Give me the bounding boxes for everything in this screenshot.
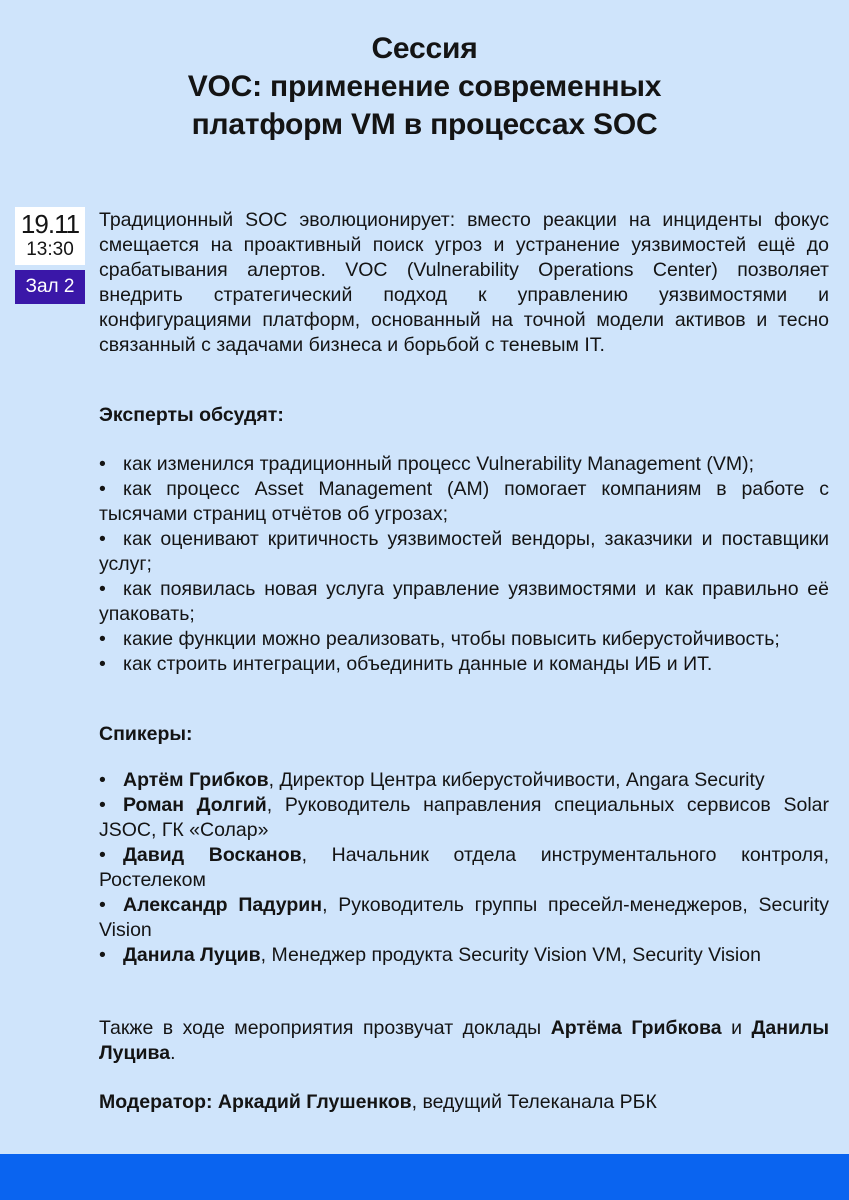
speaker-item xyxy=(99,893,829,943)
speaker-role: , Менеджер продукта Security Vision VM, Security Vision xyxy=(260,944,761,966)
bullet-icon: • xyxy=(99,628,106,650)
date-box xyxy=(15,207,85,265)
bullet-icon: • xyxy=(99,944,106,966)
session-title xyxy=(0,30,849,144)
session-date: 19.11 xyxy=(20,209,80,239)
speaker-item xyxy=(99,943,829,968)
hall-badge: Зал 2 xyxy=(15,270,85,304)
speaker-name: Артём Грибков xyxy=(123,769,269,791)
bullet-icon: • xyxy=(99,894,106,916)
session-time: 13:30 xyxy=(26,239,74,260)
also-name-2: Данилы Луцива xyxy=(99,1017,829,1064)
list-item: • как процесс Asset Management (AM) помогает компаниям в работе с тысячами страниц отчётов об угрозах; xyxy=(99,478,829,525)
list-item: • как изменился традиционный процесс Vulnerability Management (VM); xyxy=(99,453,755,475)
also-name-1: Артёма Грибкова xyxy=(550,1017,722,1039)
bottom-bar xyxy=(0,1154,849,1200)
bullet-icon: • xyxy=(99,794,106,816)
speaker-item xyxy=(99,793,829,843)
bullet-icon: • xyxy=(99,769,106,791)
speaker-item xyxy=(99,768,829,793)
title-line-3: платформ VM в процессах SOC xyxy=(191,108,658,141)
moderator-line xyxy=(99,1090,829,1115)
speaker-role: , Руководитель группы пресейл-менеджеров, Security Vision xyxy=(99,894,829,941)
bullet-icon: • xyxy=(99,453,106,475)
speakers-list xyxy=(99,768,829,968)
bullet-icon: • xyxy=(99,653,106,675)
bullet-icon: • xyxy=(99,844,106,866)
speaker-role: , Руководитель направления специальных сервисов Solar JSOC, ГК «Солар» xyxy=(99,794,829,841)
speaker-name: Роман Долгий xyxy=(123,794,267,816)
experts-list xyxy=(99,452,829,677)
title-line-1: Сессия xyxy=(371,32,478,65)
also-paragraph: Также в ходе мероприятия прозвучат доклады Артёма Грибкова и Данилы Луцива. xyxy=(99,1017,829,1064)
speaker-name: Давид Восканов xyxy=(123,844,302,866)
bullet-icon: • xyxy=(99,578,106,600)
list-item: • как строить интеграции, объединить данные и команды ИБ и ИТ. xyxy=(99,653,713,675)
bullet-icon: • xyxy=(99,478,106,500)
intro-paragraph: Традиционный SOC эволюционирует: вместо реакции на инциденты фокус смещается на проактивный поиск угроз и устранение уязвимостей ещё до срабатывания алертов. VOC (Vulnerability Operations Center) позволяет внедрить стратегический подход к управлению уязвимостями и конфигурациями платформ, основанный на точной модели активов и тесно связанный с задачами бизнеса и борьбой с теневым IT. xyxy=(99,209,829,356)
list-item: • как оценивают критичность уязвимостей вендоры, заказчики и поставщики услуг; xyxy=(99,528,829,575)
speaker-role: , Директор Центра киберустойчивости, Angara Security xyxy=(268,769,765,791)
bullet-icon: • xyxy=(99,528,106,550)
moderator-role: , ведущий Телеканала РБК xyxy=(411,1091,657,1113)
list-item: • какие функции можно реализовать, чтобы повысить киберустойчивость; xyxy=(99,628,780,650)
moderator-name: Модератор: Аркадий Глушенков xyxy=(99,1091,412,1113)
experts-heading: Эксперты обсудят: xyxy=(99,404,284,426)
speaker-role: , Начальник отдела инструментального контроля, Ростелеком xyxy=(99,844,829,891)
speaker-item xyxy=(99,843,829,893)
speakers-heading: Спикеры: xyxy=(99,723,193,745)
speaker-name: Данила Луцив xyxy=(123,944,261,966)
speaker-name: Александр Падурин xyxy=(123,894,323,916)
title-line-2: VOC: применение современных xyxy=(187,70,662,103)
list-item: • как появилась новая услуга управление уязвимостями и как правильно её упаковать; xyxy=(99,578,829,625)
